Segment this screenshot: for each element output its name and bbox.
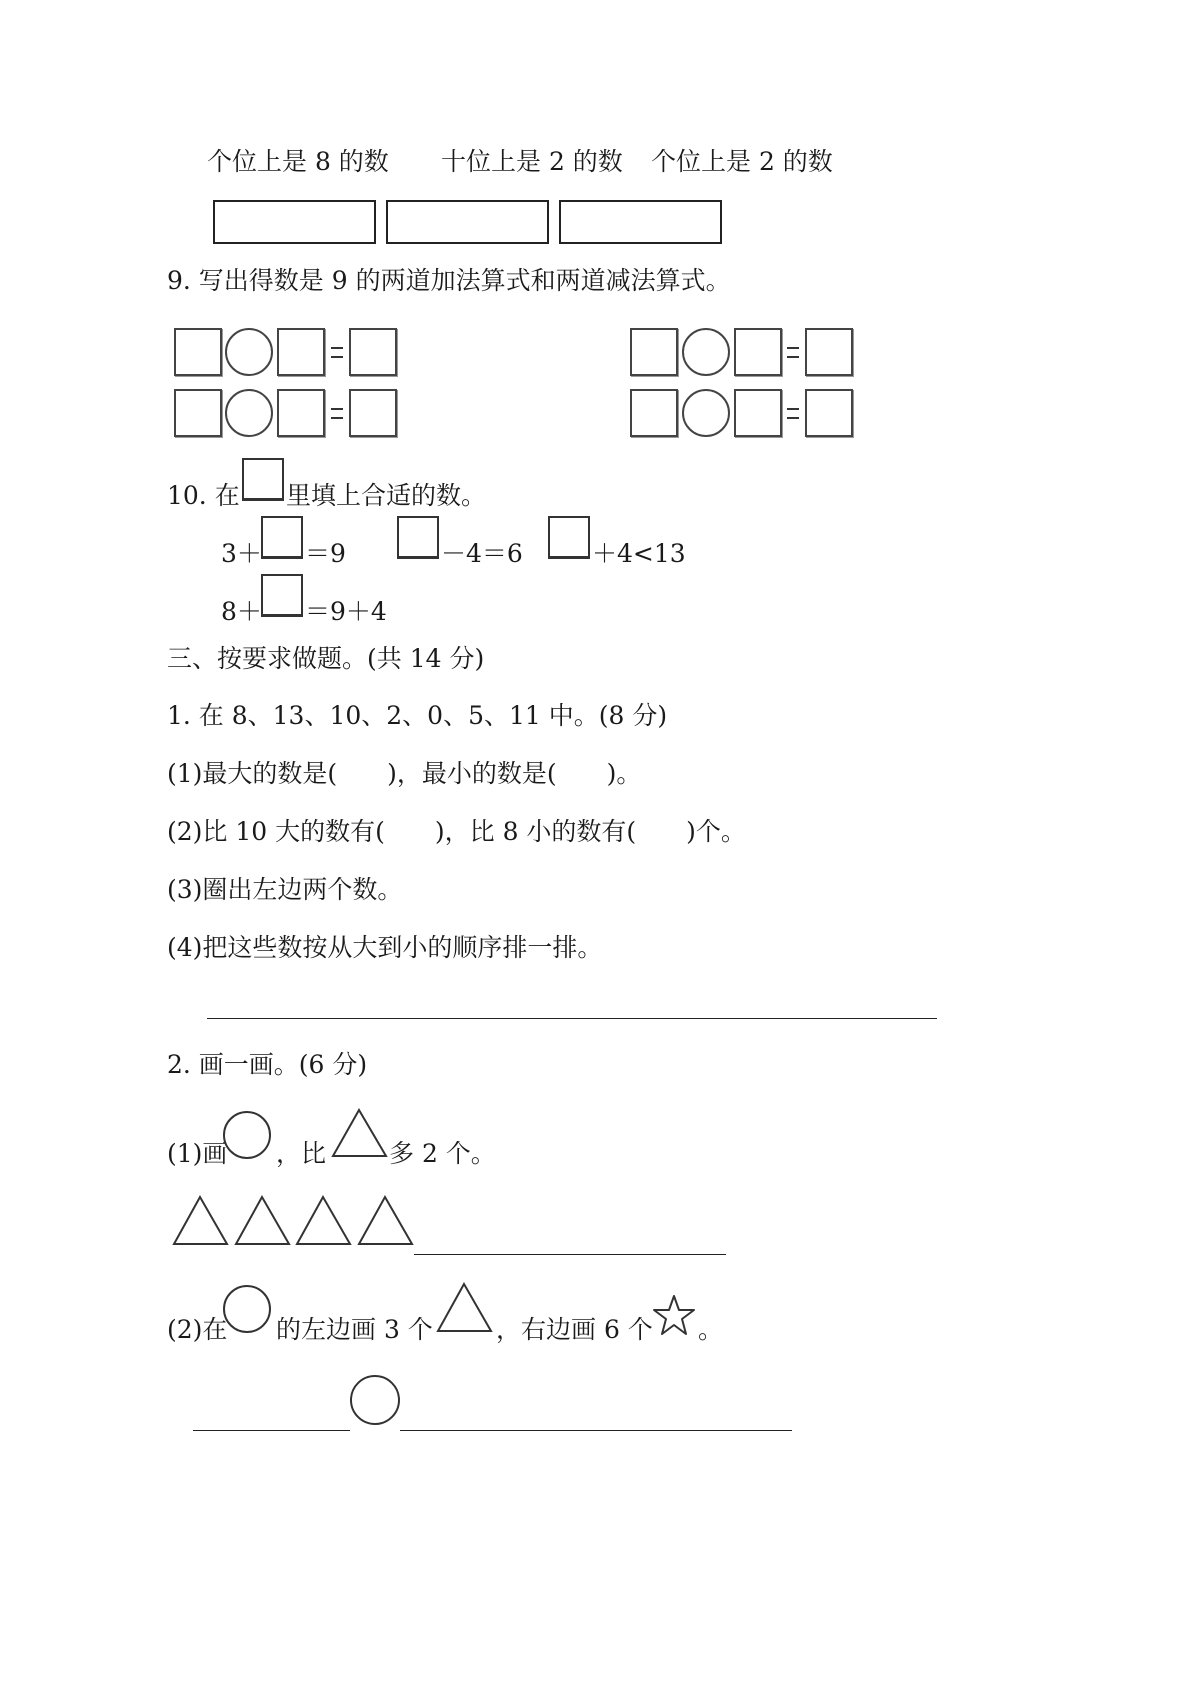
equals-sign <box>787 408 799 419</box>
s3-q1-part3: (3)圈出左边两个数。 <box>167 875 403 904</box>
q9-result-blank[interactable] <box>349 389 397 437</box>
star-icon <box>652 1294 696 1336</box>
q9-result-blank[interactable] <box>805 328 853 376</box>
q10-item-3-after: ＋4<13 <box>592 539 686 568</box>
s3-q2-title: 2. 画一画。(6 分) <box>167 1050 368 1079</box>
equals-sign <box>331 408 343 419</box>
s3-q2-part1-a: (1)画 <box>167 1139 228 1168</box>
q8-answer-box-3[interactable] <box>559 200 722 244</box>
q9-operator-circle[interactable] <box>225 328 273 376</box>
q10-item-3-blank[interactable] <box>548 516 590 559</box>
s3-q1-title: 1. 在 8、13、10、2、0、5、11 中。(8 分) <box>167 701 668 730</box>
q9-result-blank[interactable] <box>349 328 397 376</box>
q9-blank[interactable] <box>174 328 222 376</box>
q10-item-2-blank[interactable] <box>397 516 439 559</box>
q10-title-prefix: 10. 在 <box>167 481 240 510</box>
triangle-icon <box>357 1195 415 1247</box>
s3-q2-part1-answer-line[interactable] <box>414 1254 726 1255</box>
q9-blank[interactable] <box>277 389 325 437</box>
q9-blank[interactable] <box>734 389 782 437</box>
s3-q2-part2-c: ，右边画 6 个 <box>496 1315 653 1344</box>
q9-title: 9. 写出得数是 9 的两道加法算式和两道减法算式。 <box>167 266 731 295</box>
s3-q2-part2-right-line[interactable] <box>400 1430 792 1431</box>
circle-icon <box>222 1284 274 1336</box>
triangle-icon <box>331 1108 389 1158</box>
q10-item-4-after: ＝9＋4 <box>305 597 387 626</box>
s3-q1-part4: (4)把这些数按从大到小的顺序排一排。 <box>167 933 603 962</box>
q10-item-1-blank[interactable] <box>261 516 303 559</box>
q9-blank[interactable] <box>174 389 222 437</box>
circle-icon <box>222 1110 274 1162</box>
s3-q2-part2-d: 。 <box>698 1315 724 1344</box>
q9-operator-circle[interactable] <box>682 328 730 376</box>
q9-operator-circle[interactable] <box>225 389 273 437</box>
q8-label-ones-2: 个位上是 2 的数 <box>651 147 833 176</box>
q9-result-blank[interactable] <box>805 389 853 437</box>
q9-blank[interactable] <box>630 389 678 437</box>
q8-answer-box-1[interactable] <box>213 200 376 244</box>
q10-item-4-blank[interactable] <box>261 574 303 617</box>
q10-item-2-after: －4＝6 <box>441 539 523 568</box>
section3-title: 三、按要求做题。(共 14 分) <box>167 644 485 673</box>
equals-sign <box>331 347 343 358</box>
q8-label-tens-2: 十位上是 2 的数 <box>441 147 623 176</box>
s3-q1-answer-line[interactable] <box>207 1018 937 1019</box>
s3-q2-part2-left-line[interactable] <box>193 1430 350 1431</box>
q9-blank[interactable] <box>734 328 782 376</box>
triangle-icon <box>295 1195 353 1247</box>
triangle-icon <box>172 1195 230 1247</box>
s3-q1-part2: (2)比 10 大的数有( )，比 8 小的数有( )个。 <box>167 817 746 846</box>
circle-icon <box>349 1374 403 1428</box>
q10-title-box-icon <box>242 458 284 501</box>
q9-operator-circle[interactable] <box>682 389 730 437</box>
q8-label-ones-8: 个位上是 8 的数 <box>207 147 389 176</box>
s3-q2-part1-c: 多 2 个。 <box>389 1139 496 1168</box>
s3-q2-part1-b: ，比 <box>276 1139 327 1168</box>
s3-q1-part1: (1)最大的数是( )，最小的数是( )。 <box>167 759 642 788</box>
q9-blank[interactable] <box>277 328 325 376</box>
q10-item-1-before: 3＋ <box>221 539 262 568</box>
equals-sign <box>787 347 799 358</box>
q10-item-1-after: ＝9 <box>305 539 346 568</box>
q8-answer-box-2[interactable] <box>386 200 549 244</box>
triangle-icon <box>234 1195 292 1247</box>
s3-q2-part2-b: 的左边画 3 个 <box>276 1315 433 1344</box>
q9-blank[interactable] <box>630 328 678 376</box>
q10-title-suffix: 里填上合适的数。 <box>286 481 487 510</box>
q10-item-4-before: 8＋ <box>221 597 262 626</box>
s3-q2-part2-a: (2)在 <box>167 1315 228 1344</box>
triangle-icon <box>436 1282 494 1334</box>
